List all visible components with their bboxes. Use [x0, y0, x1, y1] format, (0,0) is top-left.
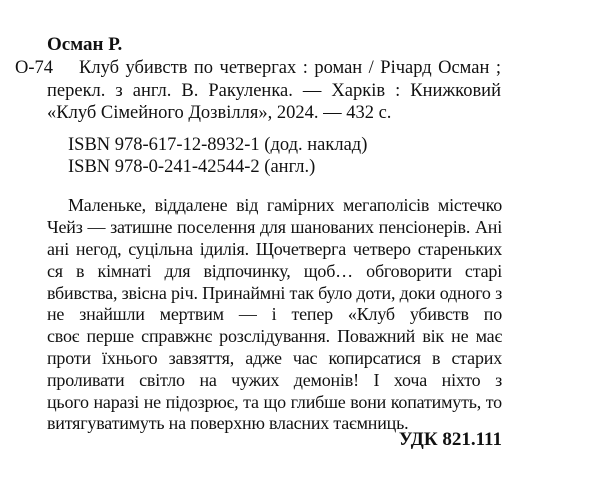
udc-code: УДК 821.111 [398, 429, 502, 450]
annotation-line: вбивства, звісна річ. Принаймні так було доти, доки одного з [47, 283, 502, 303]
annotation-line: ані негод, суцільна ідилія. Щочетверга четверо стареньких [47, 239, 502, 259]
bibliographic-line: «Клуб Сімейного Дозвілля», 2024. — 432 с. [47, 103, 392, 123]
annotation-line: не знайшли мертвим — і тепер «Клуб убивств по [47, 304, 502, 324]
bibliographic-line: Клуб убивств по четвергах : роман / Річард Осман ; [79, 58, 501, 78]
author-heading: Осман Р. [47, 34, 123, 55]
annotation-line: ся в кімнаті для відпочинку, щоб… обговорити старі [47, 261, 502, 281]
annotation-line: Чейз — затишне поселення для шанованих пенсіонерів. Ані [47, 217, 502, 237]
annotation-line: проливати світло на чужих демонів! І хоча ніхто з [47, 370, 502, 390]
annotation-line: витягуватимуть на поверхню власних таємниць. [47, 413, 409, 433]
isbn-line: ISBN 978-617-12-8932-1 (дод. наклад) [68, 135, 368, 155]
annotation-line: цього наразі не підозрює, та що глибше вони копатимуть, то [47, 392, 502, 412]
annotation-line: Маленьке, віддалене від гамірних мегаполісів містечко [68, 195, 502, 215]
annotation-line: своє перше справжнє розслідування. Поважний вік не має [47, 326, 502, 346]
call-number: О-74 [15, 58, 54, 78]
isbn-line: ISBN 978-0-241-42544-2 (англ.) [68, 157, 316, 177]
annotation-line: проти їхнього завзяття, адже час копирсатися в старих [47, 348, 502, 368]
bibliographic-line: перекл. з англ. В. Ракуленка. — Харків : Книжковий [47, 81, 501, 101]
